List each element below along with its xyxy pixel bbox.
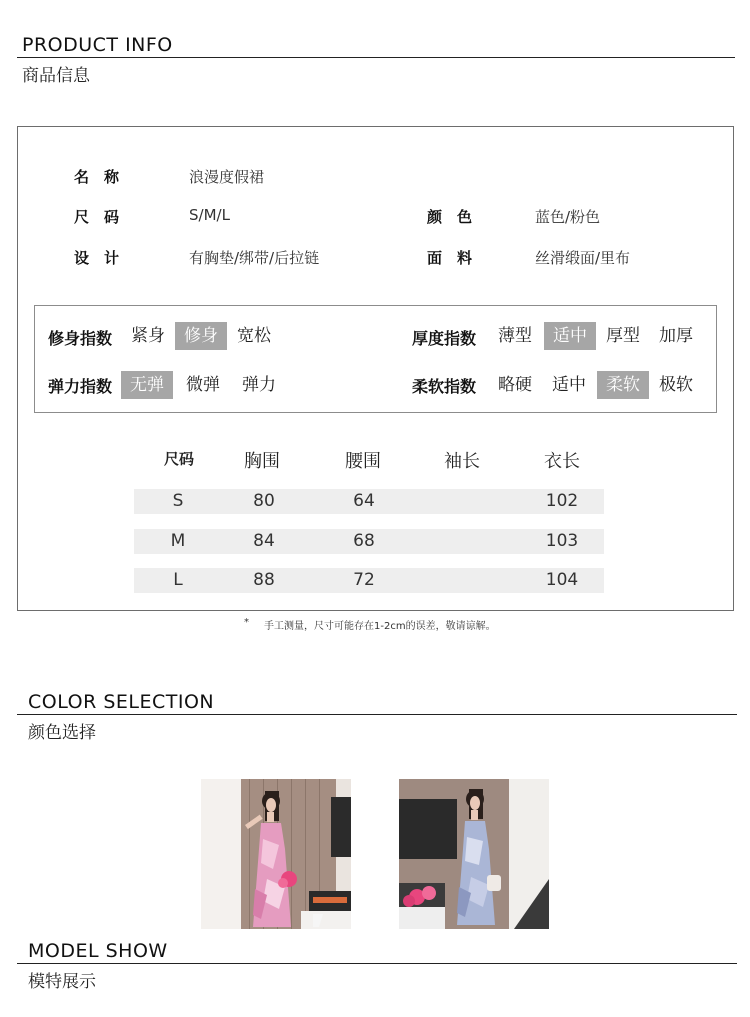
table-cell-bust: 84 bbox=[253, 531, 275, 551]
model-show-title: MODEL SHOW bbox=[28, 940, 168, 962]
pink-dress-image bbox=[201, 779, 351, 929]
size-table-header-length: 衣长 bbox=[544, 451, 580, 472]
elasticity-option-none-selected: 无弹 bbox=[121, 371, 173, 399]
table-cell-bust: 80 bbox=[253, 491, 275, 511]
softness-option-very-soft: 极软 bbox=[659, 375, 693, 395]
table-cell-length: 103 bbox=[545, 531, 579, 551]
softness-option-medium: 适中 bbox=[552, 375, 586, 395]
spec-design-value: 有胸垫/绑带/后拉链 bbox=[189, 249, 320, 267]
table-cell-length: 104 bbox=[545, 570, 579, 590]
spec-fabric-label: 面 料 bbox=[427, 249, 473, 267]
thickness-option-thick: 厚型 bbox=[606, 326, 640, 346]
table-cell-size: M bbox=[170, 531, 186, 551]
product-info-subtitle: 商品信息 bbox=[22, 66, 90, 86]
table-cell-size: L bbox=[173, 570, 183, 590]
spec-size-value: S/M/L bbox=[189, 206, 230, 224]
table-cell-bust: 88 bbox=[253, 570, 275, 590]
table-cell-size: S bbox=[172, 491, 184, 511]
thickness-option-extra-thick: 加厚 bbox=[659, 326, 693, 346]
size-table-header-waist: 腰围 bbox=[345, 451, 381, 472]
note-star: * bbox=[244, 617, 249, 628]
thickness-option-medium-selected: 适中 bbox=[544, 322, 596, 350]
softness-option-soft-selected: 柔软 bbox=[597, 371, 649, 399]
spec-design-label: 设 计 bbox=[74, 249, 120, 267]
fit-option-loose: 宽松 bbox=[237, 326, 271, 346]
size-table-header-size: 尺码 bbox=[163, 450, 194, 468]
section-divider bbox=[17, 57, 735, 58]
color-selection-title: COLOR SELECTION bbox=[28, 691, 215, 713]
section-divider bbox=[17, 714, 737, 715]
spec-color-value: 蓝色/粉色 bbox=[535, 208, 601, 226]
softness-index-label: 柔软指数 bbox=[412, 377, 477, 396]
spec-name-label: 名 称 bbox=[74, 168, 120, 186]
softness-option-firm: 略硬 bbox=[498, 375, 532, 395]
elasticity-option-slight: 微弹 bbox=[186, 375, 220, 395]
fit-option-tight: 紧身 bbox=[131, 326, 165, 346]
elasticity-option-stretch: 弹力 bbox=[242, 375, 276, 395]
model-show-subtitle: 模特展示 bbox=[28, 972, 96, 992]
table-cell-waist: 72 bbox=[353, 570, 375, 590]
spec-name-value: 浪漫度假裙 bbox=[189, 168, 265, 186]
section-divider bbox=[17, 963, 737, 964]
elasticity-index-label: 弹力指数 bbox=[48, 377, 113, 396]
size-table-header-sleeve: 袖长 bbox=[444, 451, 480, 472]
fit-option-slim-selected: 修身 bbox=[175, 322, 227, 350]
measurement-note: 手工测量，尺寸可能存在1-2cm的误差，敬请谅解。 bbox=[264, 621, 496, 632]
blue-dress-photo[interactable] bbox=[399, 779, 549, 929]
table-cell-waist: 68 bbox=[353, 531, 375, 551]
spec-color-label: 颜 色 bbox=[427, 208, 473, 226]
fit-index-label: 修身指数 bbox=[48, 329, 113, 348]
size-table-header-bust: 胸围 bbox=[244, 451, 280, 472]
thickness-index-label: 厚度指数 bbox=[412, 329, 477, 348]
spec-fabric-value: 丝滑缎面/里布 bbox=[535, 249, 631, 267]
color-selection-subtitle: 颜色选择 bbox=[28, 723, 96, 743]
blue-dress-image bbox=[399, 779, 549, 929]
spec-size-label: 尺 码 bbox=[74, 208, 120, 226]
pink-dress-photo[interactable] bbox=[201, 779, 351, 929]
thickness-option-thin: 薄型 bbox=[498, 326, 532, 346]
product-info-title: PRODUCT INFO bbox=[22, 34, 173, 56]
table-cell-waist: 64 bbox=[353, 491, 375, 511]
table-cell-length: 102 bbox=[545, 491, 579, 511]
